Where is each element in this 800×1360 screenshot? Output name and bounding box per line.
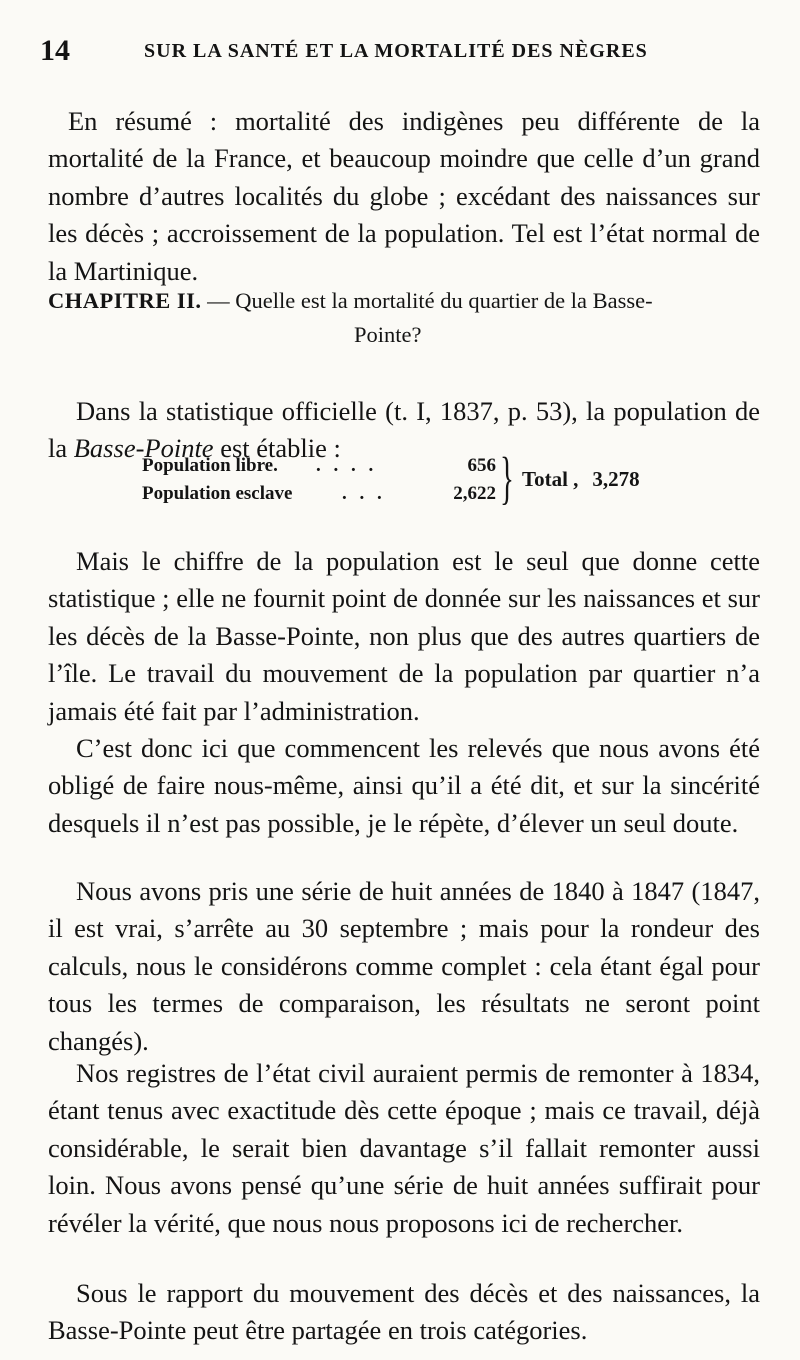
population-row-label: Population libre. <box>142 455 278 476</box>
chapter-heading <box>48 284 760 352</box>
chapter-question-part-2: Pointe? <box>354 322 422 347</box>
summary-paragraph: En résumé : mortalité des indigènes peu différente de la mortalité de la France, et beaucoup moindre que celle d’un grand nombre d’autres localités du globe ; excédant des naissances sur les décès ; accroissement de la population. Tel est l’état normal de la Martinique. <box>48 105 760 286</box>
categories-paragraph: Sous le rapport du mouvement des décès et des naissances, la Basse-Pointe peut être partagée en trois catégories. <box>48 1277 760 1346</box>
chapter-question-part-1: Quelle est la mortalité du quartier de la Basse- <box>235 288 653 313</box>
no-data-paragraph: Mais le chiffre de la population est le seul que donne cette statistique ; elle ne fournit point de donnée sur les naissances et sur les décès de la Basse-Pointe, non plus que des autres quartiers de l’île. Le travail du mouvement de la population par quartier n’a jamais été fait par l’administration. <box>48 545 760 726</box>
place-name-italic: Basse-Pointe <box>73 433 214 464</box>
chapter-dash: — <box>207 288 230 313</box>
population-row-leader-dots: . . . . <box>316 455 378 476</box>
population-row-value: 2,622 <box>453 483 496 504</box>
running-title: SUR LA SANTÉ ET LA MORTALITÉ DES NÈGRES <box>144 40 648 62</box>
population-total-label: Total , <box>522 467 579 491</box>
population-total-value: 3,278 <box>592 467 640 491</box>
official-stats-text-after: est établie : <box>213 433 341 464</box>
population-total <box>522 467 640 492</box>
population-row-leader-dots: . . . <box>342 483 386 504</box>
page-number: 14 <box>40 34 70 67</box>
population-row-value: 656 <box>467 455 496 476</box>
running-head <box>40 30 780 70</box>
grouping-brace: } <box>500 445 514 510</box>
series-paragraph: Nous avons pris une série de huit années de 1840 à 1847 (1847, il est vrai, s’arrête au 30 septembre ; mais pour la rondeur des calculs, nous le considérons comme complet : cela étant égal pour tous les termes de comparaison, les résultats ne seront point changés). <box>48 875 760 1056</box>
chapter-label: CHAPITRE II. <box>48 288 202 313</box>
registers-paragraph: Nos registres de l’état civil auraient permis de remonter à 1834, étant tenus avec exactitude dès cette époque ; mais ce travail, déjà considérable, le serait bien davantage s’il fallait remonter aussi loin. Nous avons pensé qu’une série de huit années suffirait pour révéler la vérité, que nous nous proposons ici de rechercher. <box>48 1057 760 1238</box>
chapter-heading-line-1 <box>48 284 760 318</box>
population-row-label: Population esclave <box>142 483 293 504</box>
records-paragraph: C’est donc ici que commencent les relevés que nous avons été obligé de faire nous-même, ainsi qu’il a été dit, et sur la sincérité desquels il n’est pas possible, je le répète, d’élever un seul doute. <box>48 732 760 838</box>
official-stats-text-before: Dans la statistique officielle (t. I, 1837, p. 53), la population de la <box>48 395 760 464</box>
